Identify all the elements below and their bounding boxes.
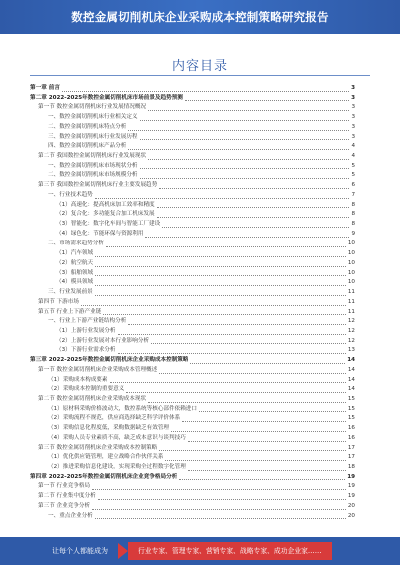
toc-entry-text: （1）采购成本构成要素 <box>48 376 108 383</box>
toc-leader-dots <box>140 168 350 169</box>
toc-entry[interactable] <box>30 220 355 230</box>
toc-page-number: 5 <box>351 162 355 169</box>
toc-page-number: 4 <box>351 143 355 150</box>
toc-entry[interactable] <box>30 269 355 279</box>
toc-leader-dots <box>148 159 349 160</box>
toc-entry-text: （2）推进采购信息化建设，实现采购全过程数字化管理 <box>48 464 186 471</box>
toc-page-number: 3 <box>351 133 355 140</box>
toc-entry-text: 第二章 2022-2025年数控金属切削机床市场前景及趋势预测 <box>30 94 183 101</box>
toc-entry[interactable] <box>30 512 355 522</box>
toc-leader-dots <box>157 207 350 208</box>
toc-leader-dots <box>179 479 345 480</box>
toc-leader-dots <box>145 237 349 238</box>
toc-leader-dots <box>162 227 349 228</box>
toc-leader-dots <box>140 120 350 121</box>
toc-leader-dots <box>95 256 346 257</box>
toc-page-number: 8 <box>351 211 355 218</box>
toc-page-number: 15 <box>347 395 355 402</box>
toc-leader-dots <box>118 353 346 354</box>
toc-entry[interactable] <box>30 327 355 337</box>
toc-entry[interactable] <box>30 376 355 386</box>
toc-entry[interactable] <box>30 298 355 308</box>
toc-leader-dots <box>95 266 346 267</box>
toc-leader-dots <box>140 139 350 140</box>
toc-entry-text: 第一节 行业竞争格局 <box>38 483 91 490</box>
toc-entry-text: 第四章 2022-2025年数控金属切削机床企业竞争格局分析 <box>30 473 178 480</box>
toc-entry[interactable] <box>30 405 355 415</box>
toc-page-number: 20 <box>347 502 355 509</box>
toc-leader-dots <box>95 275 346 276</box>
arrow-right-icon <box>118 543 128 559</box>
toc-entry[interactable] <box>30 473 355 483</box>
toc-page-number: 10 <box>347 259 355 266</box>
toc-leader-dots <box>92 489 346 490</box>
toc-page-number: 3 <box>351 84 355 91</box>
toc-page-number: 8 <box>351 201 355 208</box>
toc-entry[interactable] <box>30 230 355 240</box>
toc-leader-dots <box>148 402 346 403</box>
toc-entry-text: 一、数控金属切削机床市场现状分析 <box>48 162 138 169</box>
toc-entry[interactable] <box>30 337 355 347</box>
toc-entry-text: （1）上游行业发展分析 <box>56 327 116 334</box>
toc-page-number: 19 <box>347 483 355 490</box>
toc-entry[interactable] <box>30 278 355 288</box>
toc-entry[interactable] <box>30 424 355 434</box>
toc-leader-dots <box>98 499 346 500</box>
footer-banner <box>0 537 400 565</box>
toc-entry-text: （1）原材料采购价格波动大，数控系统等核心部件依赖进口 <box>48 405 197 412</box>
toc-entry-text: 第一章 前言 <box>30 84 60 91</box>
toc-page-number: 14 <box>347 366 355 373</box>
report-title: 数控金属切削机床企业采购成本控制策略研究报告 <box>71 10 329 24</box>
toc-page-number: 17 <box>347 454 355 461</box>
toc-heading: 内容目录 <box>171 59 228 74</box>
toc-leader-dots <box>110 382 346 383</box>
toc-leader-dots <box>157 217 350 218</box>
toc-entry-text: （1）汽车领域 <box>56 250 94 257</box>
toc-leader-dots <box>188 470 346 471</box>
toc-leader-dots <box>118 334 346 335</box>
toc-entry[interactable] <box>30 113 355 123</box>
toc-page-number: 15 <box>347 405 355 412</box>
footer-tagline: 行业专家、管理专家、营销专家、战略专家、成功企业家…… <box>128 542 332 560</box>
toc-entry[interactable] <box>30 317 355 327</box>
toc-leader-dots <box>126 392 346 393</box>
toc-entry-text: （4）采购人员专业素质不高，缺乏成本意识与谈判技巧 <box>48 434 186 441</box>
toc-leader-dots <box>185 100 349 101</box>
toc-entry-text: （1）优化供应链管理，建立战略合作伙伴关系 <box>48 454 164 461</box>
toc-entry-text: 第二节 行业集中度分析 <box>38 493 96 500</box>
toc-leader-dots <box>148 110 349 111</box>
toc-entry-text: 第三章 2022-2025年数控金属切削机床企业采购成本控制策略 <box>30 357 189 364</box>
toc-entry-text: （3）船舶领域 <box>56 269 94 276</box>
toc-leader-dots <box>128 324 346 325</box>
toc-entry[interactable] <box>30 181 355 191</box>
toc-leader-dots <box>159 450 346 451</box>
toc-entry-text: 三、行业发展前景 <box>48 289 93 296</box>
toc-leader-dots <box>159 373 346 374</box>
toc-leader-dots <box>95 285 346 286</box>
toc-entry-text: 第一节 数控金属切削机床企业采购成本管理概述 <box>38 366 158 373</box>
toc-entry-text: （2）复合化：多功能复合加工机床发展 <box>56 211 155 218</box>
toc-page-number: 4 <box>351 153 355 160</box>
toc-entry-text: 第三节 数控金属切削机床企业采购成本控制策略 <box>38 444 158 451</box>
toc-entry-text: （2）航空航天 <box>56 259 94 266</box>
toc-divider <box>30 75 370 76</box>
toc-page-number: 19 <box>347 493 355 500</box>
toc-page-number: 11 <box>347 298 355 305</box>
toc-page-number: 10 <box>347 269 355 276</box>
toc-entry[interactable] <box>30 191 355 201</box>
toc-leader-dots <box>140 178 350 179</box>
toc-entry-text: （2）采购成本控制的重要意义 <box>48 386 125 393</box>
toc-entry-text: 第二节 我国数控金属切削机床行业发展现状 <box>38 153 147 160</box>
toc-leader-dots <box>199 411 346 412</box>
toc-entry[interactable] <box>30 210 355 220</box>
toc-entry[interactable] <box>30 142 355 152</box>
toc-entry[interactable] <box>30 434 355 444</box>
toc-entry[interactable] <box>30 453 355 463</box>
toc-entry-text: （2）采购流程不规范，供应商选择缺乏科学评价体系 <box>48 415 181 422</box>
toc-page-number: 12 <box>347 337 355 344</box>
toc-leader-dots <box>106 246 346 247</box>
toc-leader-dots <box>165 460 345 461</box>
toc-leader-dots <box>92 509 346 510</box>
toc-entry[interactable] <box>30 103 355 113</box>
toc-entry-text: 四、数控金属切削机床产品分析 <box>48 143 127 150</box>
toc-page-number: 3 <box>351 104 355 111</box>
toc-page-number: 5 <box>351 172 355 179</box>
toc-entry[interactable] <box>30 395 355 405</box>
toc-entry[interactable] <box>30 482 355 492</box>
toc-leader-dots <box>182 421 346 422</box>
toc-page-number: 14 <box>347 376 355 383</box>
toc-entry[interactable] <box>30 463 355 473</box>
toc-entry-text: 二、市场需求趋势分析 <box>48 240 104 247</box>
toc-entry[interactable] <box>30 356 355 366</box>
toc-page-number: 11 <box>347 289 355 296</box>
toc-page-number: 12 <box>347 327 355 334</box>
toc-page-number: 3 <box>351 114 355 121</box>
toc-entry-text: 二、数控金属切削机床特点分析 <box>48 123 127 130</box>
toc-entry[interactable] <box>30 162 355 172</box>
footer-slogan: 让每个人都能成为 <box>52 547 108 555</box>
toc-entry[interactable] <box>30 133 355 143</box>
toc-entry[interactable] <box>30 492 355 502</box>
toc-entry-text: 一、行业技术趋势 <box>48 191 93 198</box>
toc-page-number: 20 <box>347 512 355 519</box>
toc-entry[interactable] <box>30 84 355 94</box>
toc-page-number: 3 <box>351 123 355 130</box>
toc-leader-dots <box>81 305 346 306</box>
toc-entry[interactable] <box>30 123 355 133</box>
toc-entry-text: （3）下游行业需求分析 <box>56 347 116 354</box>
toc-entry-text: 第三节 企业竞争分析 <box>38 502 91 509</box>
toc-page-number: 16 <box>347 434 355 441</box>
toc-entry-text: （1）高速化：提高机床加工效率和精度 <box>56 201 155 208</box>
toc-entry[interactable] <box>30 385 355 395</box>
toc-leader-dots <box>151 343 346 344</box>
toc-entry[interactable] <box>30 249 355 259</box>
toc-page-number: 9 <box>351 230 355 237</box>
toc-entry[interactable] <box>30 152 355 162</box>
toc-entry-text: 一、数控金属切削机床行业相关定义 <box>48 114 138 121</box>
toc-entry[interactable] <box>30 171 355 181</box>
toc-page-number: 7 <box>351 191 355 198</box>
toc-page-number: 16 <box>347 425 355 432</box>
toc-page-number: 17 <box>347 444 355 451</box>
toc-entry-text: （2）上游行业发展对本行业影响分析 <box>56 337 150 344</box>
toc-entry-text: 一、重点企业分析 <box>48 512 93 519</box>
toc-entry-text: （4）模具领域 <box>56 279 94 286</box>
toc-entry-text: （4）绿色化：节能环保与资源利用 <box>56 230 144 237</box>
toc-entry[interactable] <box>30 259 355 269</box>
toc-entry[interactable] <box>30 366 355 376</box>
toc-leader-dots <box>190 363 345 364</box>
toc-entry-text: 第一节 数控金属切削机床行业发展情况概况 <box>38 104 147 111</box>
toc-entry-text: 第三节 我国数控金属切削机床行业主要发展趋势 <box>38 182 158 189</box>
table-of-contents <box>30 84 355 521</box>
toc-page-number: 12 <box>347 318 355 325</box>
toc-page-number: 13 <box>347 347 355 354</box>
toc-entry[interactable] <box>30 308 355 318</box>
toc-leader-dots <box>188 441 346 442</box>
toc-leader-dots <box>95 198 350 199</box>
toc-entry[interactable] <box>30 502 355 512</box>
toc-page-number: 8 <box>351 221 355 228</box>
toc-entry[interactable] <box>30 288 355 298</box>
toc-leader-dots <box>62 91 349 92</box>
toc-page-number: 18 <box>347 464 355 471</box>
toc-entry-text: 第二节 数控金属切削机床企业采购成本现状 <box>38 395 147 402</box>
toc-entry-text: 一、行业上下游产业链结构分析 <box>48 318 127 325</box>
toc-entry-text: 二、数控金属切削机床市场规模分析 <box>48 172 138 179</box>
toc-entry[interactable] <box>30 346 355 356</box>
toc-page-number: 19 <box>347 473 355 480</box>
toc-page-number: 14 <box>347 357 355 364</box>
toc-entry[interactable] <box>30 201 355 211</box>
toc-page-number: 10 <box>347 250 355 257</box>
toc-page-number: 6 <box>351 182 355 189</box>
toc-entry[interactable] <box>30 444 355 454</box>
toc-page-number: 10 <box>347 240 355 247</box>
header-banner <box>0 0 400 34</box>
toc-leader-dots <box>95 518 346 519</box>
toc-leader-dots <box>171 431 346 432</box>
toc-page-number: 15 <box>347 415 355 422</box>
toc-entry-text: 第五节 行业上下游产业链 <box>38 308 102 315</box>
toc-page-number: 11 <box>347 308 355 315</box>
toc-entry-text: （3）采购信息化程度低，采购数据缺乏有效管理 <box>48 425 170 432</box>
toc-leader-dots <box>95 295 346 296</box>
toc-entry[interactable] <box>30 94 355 104</box>
toc-leader-dots <box>128 130 349 131</box>
toc-page-number: 14 <box>347 386 355 393</box>
toc-entry[interactable] <box>30 414 355 424</box>
toc-entry-text: （3）智能化：数字化车间与智能工厂建设 <box>56 221 161 228</box>
toc-page-number: 10 <box>347 279 355 286</box>
toc-entry-text: 三、数控金属切削机床行业发展历程 <box>48 133 138 140</box>
toc-leader-dots <box>159 188 349 189</box>
toc-entry[interactable] <box>30 240 355 250</box>
toc-entry-text: 第四节 下游市场 <box>38 298 79 305</box>
toc-leader-dots <box>103 314 346 315</box>
toc-page-number: 3 <box>351 94 355 101</box>
toc-leader-dots <box>128 149 349 150</box>
